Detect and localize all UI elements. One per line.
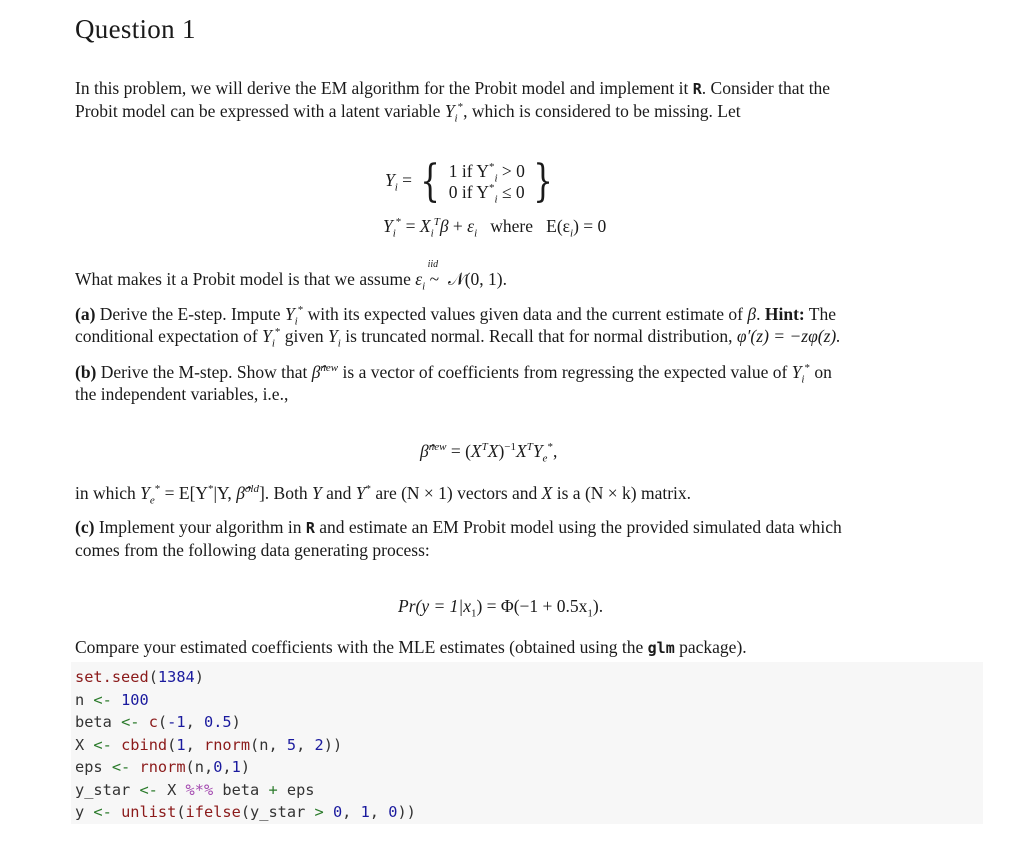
part-a: (a) Derive the E-step. Impute $Y_i^*$ with its expected values given data and the current estimate of β. Hint: The conditional expectation of $Y_i^*$ given $Y_i$ is truncated normal. Recall that for normal distribution, φ′(z) = −zφ(z). xyxy=(75,304,841,350)
r-keyword: R xyxy=(692,80,702,98)
part-b: (b) Derive the M-step. Show that β̂$^{new}$ is a vector of coefficients from regressing the expected value of $Y_i^*$ on the independent variables, i.e., xyxy=(75,362,832,404)
model-equation-yi: $Y_i$ = { 1 if $Y^*_i > 0$ 0 if $Y^*_i \le 0$ } xyxy=(385,156,554,207)
intro-text-2: . Consider that the xyxy=(701,78,831,98)
page-title: Question 1 xyxy=(75,14,196,44)
r-code-block: set.seed(1384) n <- 100 beta <- c(-1, 0.5) X <- cbind(1, rnorm(n, 5, 2)) eps <- rnorm(n,0,1) y_star <- X %*% beta + eps y <- unlist(ifelse(y_star > 0, 1, 0)) xyxy=(71,662,983,824)
dgp-equation: $Pr(y = 1|x_1) = \Phi(-1 + 0.5x_1)$. xyxy=(398,596,604,620)
intro-paragraph: In this problem, we will derive the EM algorithm for the Probit model and implement it R. Consider that the Probit model can be expressed with a latent variable $Y_i^*$, which is considered to be missing. Let xyxy=(75,78,831,125)
model-equation-latent: $Y_i^* = X_i^T\beta + \varepsilon_i$ where $E(\varepsilon_i) = 0$ xyxy=(383,216,607,240)
part-b-where: in which $Y_e^* = E[Y^*|Y$, β̂$^{old}$]. Both Y and Y* are (N × 1) vectors and X is a (N × k) matrix. xyxy=(75,483,692,507)
beta-new-equation: β̂$^{new}$ = $(X^TX)^{-1}X^TY_e^*$, xyxy=(420,441,558,465)
compare-text: Compare your estimated coefficients with the MLE estimates (obtained using the glm package). xyxy=(75,637,747,657)
probit-assumption: What makes it a Probit model is that we assume $\varepsilon_i$ iid ~ 𝒩(0, 1). xyxy=(75,259,507,293)
part-c: (c) Implement your algorithm in R and estimate an EM Probit model using the provided simulated data which comes from the following data generating process: xyxy=(75,517,842,560)
intro-text-4: , which is considered to be missing. Let xyxy=(463,101,741,121)
intro-text-1: In this problem, we will derive the EM algorithm for the Probit model and implement it xyxy=(75,78,693,98)
intro-text-3: Probit model can be expressed with a latent variable xyxy=(75,101,445,121)
